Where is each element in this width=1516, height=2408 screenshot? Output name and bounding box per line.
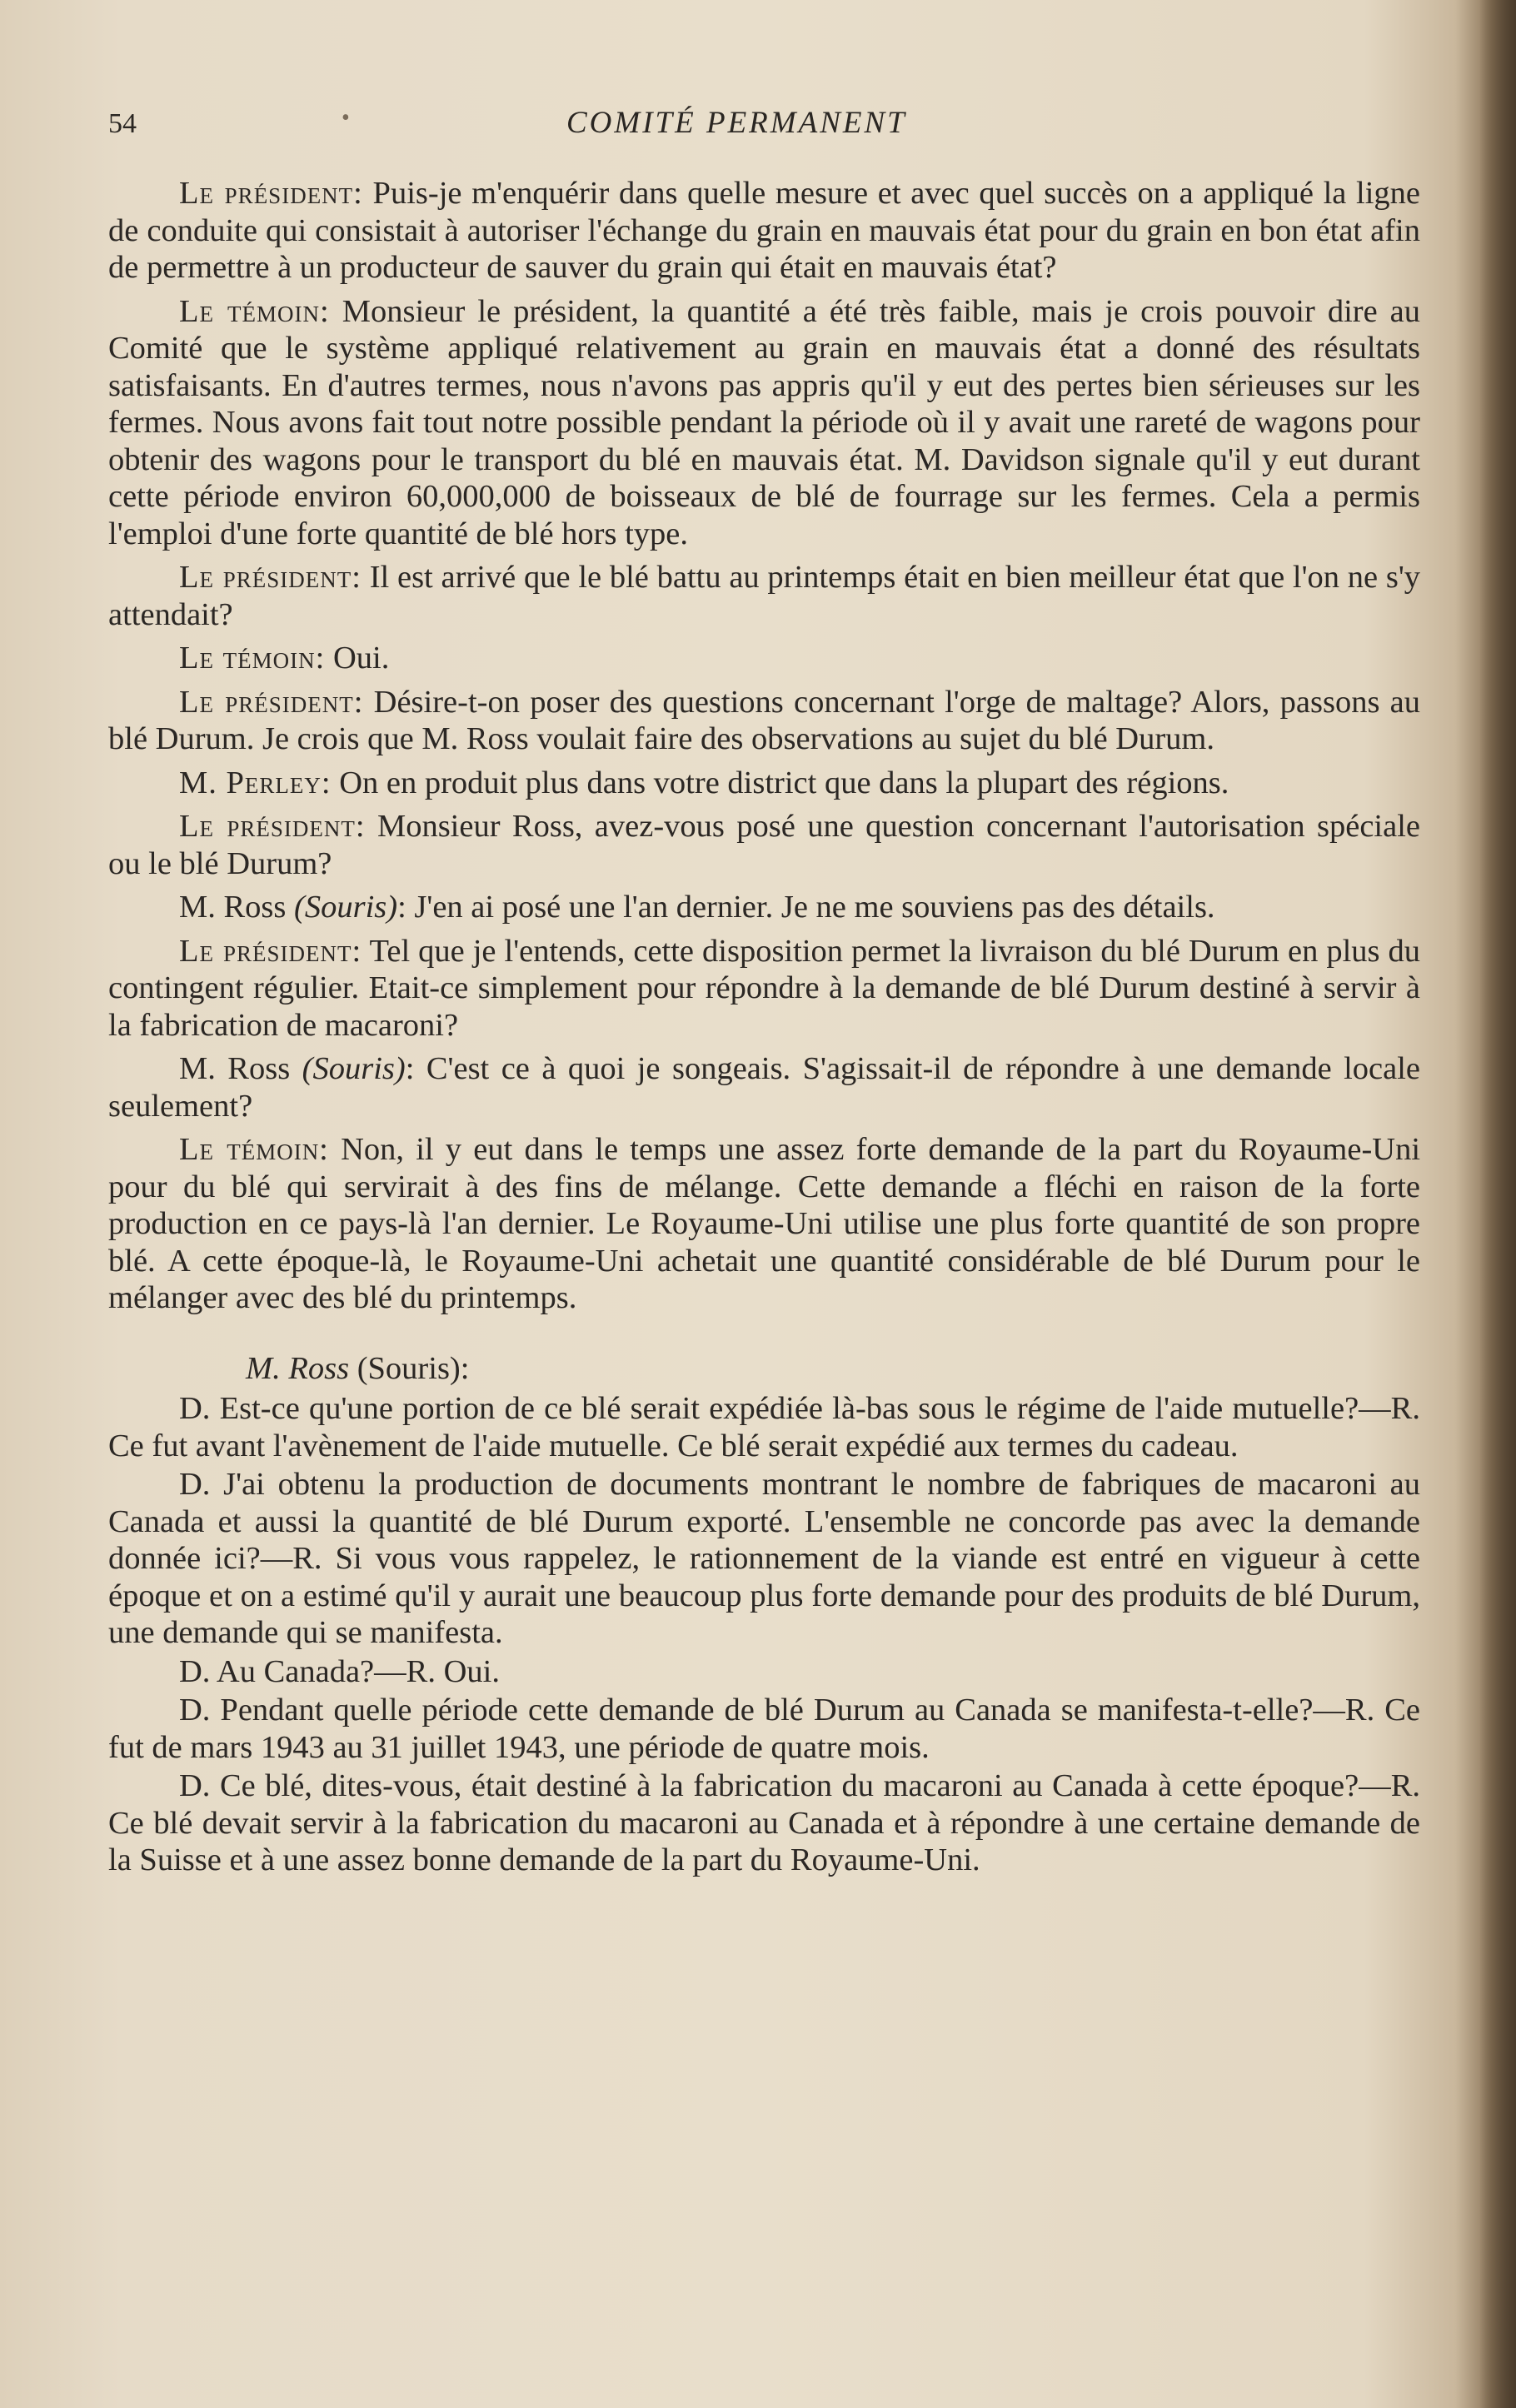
speaker: Le président: <box>179 684 364 720</box>
question-answer: D. Au Canada?—R. Oui. <box>179 1653 500 1689</box>
paragraph <box>108 808 1420 882</box>
ink-dot: • <box>342 105 350 131</box>
paragraph <box>108 1050 1420 1124</box>
page-binding-edge <box>1479 0 1516 2408</box>
speaker: Le témoin: <box>179 293 330 329</box>
question-answer: D. Est-ce qu'une portion de ce blé serait expédiée là-bas sous le régime de l'aide mutuelle?—R. Ce fut avant l'avènement de l'aide mutuelle. Ce blé serait expédié aux termes du cadeau. <box>108 1391 1420 1463</box>
speaker: Le témoin: <box>179 641 326 676</box>
body-text <box>108 175 1420 1881</box>
paragraph <box>108 1131 1420 1317</box>
speech: On en produit plus dans votre district que dans la plupart des régions. <box>339 765 1229 800</box>
speaker: Le président: <box>179 933 362 969</box>
speech: Désire-t-on poser des questions concernant l'orge de maltage? Alors, passons au blé Durum. Je crois que M. Ross voulait faire des observations au sujet du blé Durum. <box>108 684 1420 756</box>
speaker: Le président: <box>179 560 362 595</box>
page-header <box>108 100 1416 150</box>
speaker: M. Ross <box>179 890 287 925</box>
examiner-heading <box>108 1350 1420 1388</box>
examiner-place: (Souris) <box>357 1350 461 1386</box>
paragraph <box>108 684 1420 758</box>
paragraph <box>108 933 1420 1044</box>
speaker-place: (Souris) <box>294 890 398 925</box>
running-head: COMITÉ PERMANENT <box>566 106 907 140</box>
speech: Il est arrivé que le blé battu au printemps était en bien meilleur état que l'on ne s'y attendait? <box>108 560 1421 632</box>
paragraph <box>108 175 1420 287</box>
speech: Monsieur le président, la quantité a été très faible, mais je crois pouvoir dire au Comité que le système appliqué relativement au grain en mauvais état a donné des résultats satisfaisants. En d'autres termes, nous n'avons pas appris qu'il y eut des pertes bien sérieuses sur les fermes. Nous avons fait tout notre possible pendant la période où il y avait une rareté de wagons pour obtenir des wagons pour le transport du blé en mauvais état. M. Davidson signale qu'il y eut durant cette période environ 60,000,000 de boisseaux de blé de fourrage sur les fermes. Cela a permis l'emploi d'une forte quantité de blé hors type. <box>108 293 1421 551</box>
speech: Monsieur Ross, avez-vous posé une question concernant l'autorisation spéciale ou le blé Durum? <box>108 809 1420 881</box>
paragraph <box>108 640 1420 677</box>
question-answer: D. J'ai obtenu la production de documents montrant le nombre de fabriques de macaroni au Canada et aussi la quantité de blé Durum exporté. L'ensemble ne concorde pas avec la demande donnée ici?—R. Si vous vous rappelez, le rationnement de la viande est entré en vigueur à cette époque et on a estimé qu'il y aurait une beaucoup plus forte demande pour des produits de blé Durum, une demande qui se manifesta. <box>108 1467 1420 1650</box>
speaker: Le président: <box>179 176 363 211</box>
paragraph <box>108 765 1420 802</box>
page-number: 54 <box>108 108 137 139</box>
examiner-name: M. Ross <box>246 1350 350 1386</box>
examiner-colon: : <box>460 1350 470 1386</box>
speech: Non, il y eut dans le temps une assez forte demande de la part du Royaume-Uni pour du blé qui servirait à des fins de mélange. Cette demande a fléchi en raison de la forte production en ce pays-là l'an dernier. Le Royaume-Uni utilise une plus forte quantité de son propre blé. A cette époque-là, le Royaume-Uni achetait une quantité considérable de blé Durum pour le mélanger avec des blé du printemps. <box>108 1132 1421 1315</box>
speech: Oui. <box>332 641 390 676</box>
paragraph <box>108 889 1420 926</box>
speech: Puis-je m'enquérir dans quelle mesure et avec quel succès on a appliqué la ligne de conduite qui consistait à autoriser l'échange du grain en mauvais état pour du grain en bon état afin de permettre à un producteur de sauver du grain qui était en mauvais état? <box>108 176 1421 285</box>
question-answer: D. Pendant quelle période cette demande de blé Durum au Canada se manifesta-t-elle?—R. Ce fut de mars 1943 au 31 juillet 1943, une période de quatre mois. <box>108 1693 1420 1765</box>
question-answer: D. Ce blé, dites-vous, était destiné à la fabrication du macaroni au Canada à cette époque?—R. Ce blé devait servir à la fabrication du macaroni au Canada et à répondre à une certaine demande de la Suisse et à une assez bonne demande de la part du Royaume-Uni. <box>108 1768 1420 1877</box>
speech: J'en ai posé une l'an dernier. Je ne me souviens pas des détails. <box>414 890 1215 925</box>
speaker: Le témoin: <box>179 1132 329 1167</box>
paragraph <box>108 293 1420 553</box>
speech: Tel que je l'entends, cette disposition permet la livraison du blé Durum en plus du contingent régulier. Etait-ce simplement pour répondre à la demande de blé Durum destiné à servir à la fabrication de macaroni? <box>108 933 1421 1043</box>
speaker-colon: : <box>397 890 406 925</box>
speech: C'est ce à quoi je songeais. S'agissait-il de répondre à une demande locale seulement? <box>108 1051 1421 1124</box>
speaker-colon: : <box>405 1051 415 1086</box>
paragraph <box>108 559 1420 633</box>
speaker: M. Ross <box>179 1051 291 1086</box>
speaker: M. Perley: <box>179 765 332 800</box>
speaker-place: (Souris) <box>302 1051 406 1086</box>
speaker: Le président: <box>179 809 366 844</box>
